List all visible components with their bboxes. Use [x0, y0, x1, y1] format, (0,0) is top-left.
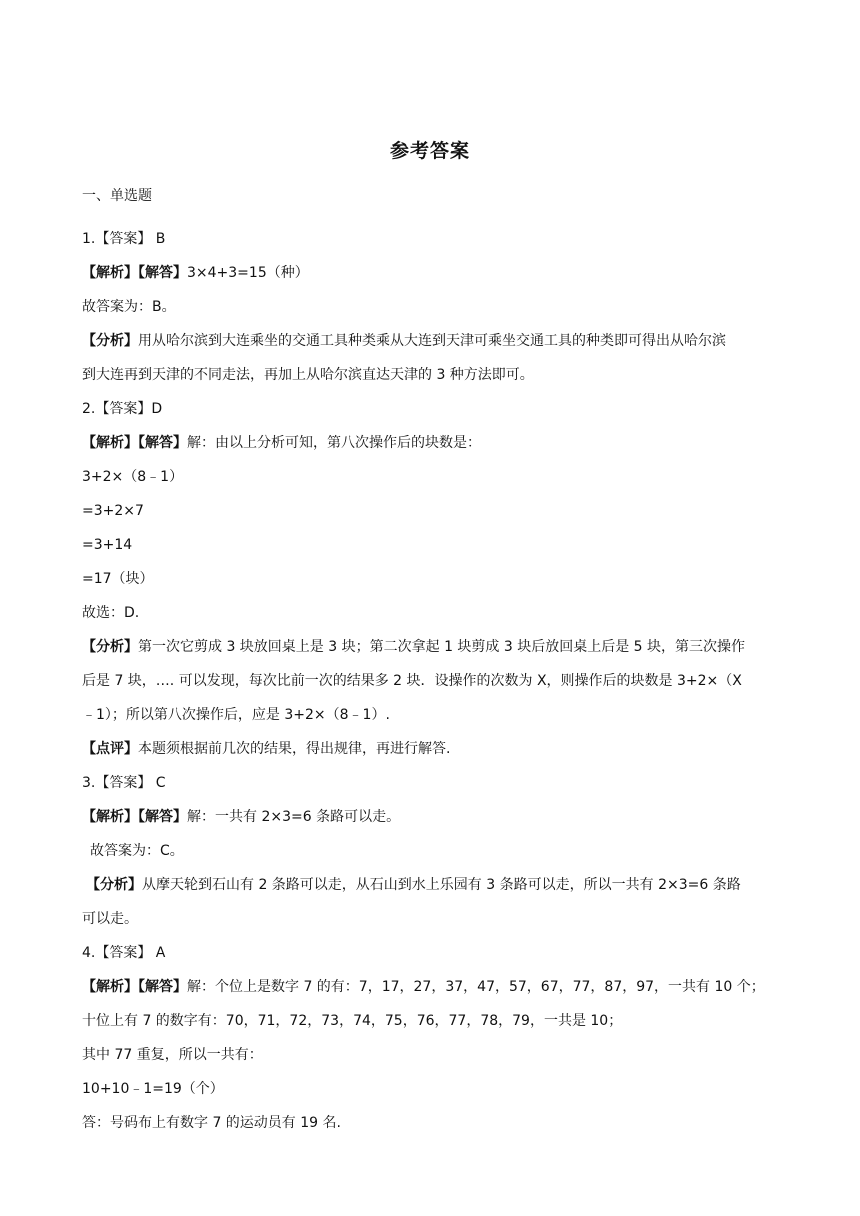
q1-text: 故答案为：B。 — [82, 299, 176, 315]
q2-line — [82, 433, 481, 453]
q2-line — [82, 569, 154, 589]
q2-line — [82, 739, 450, 759]
q4-text: 其中 77 重复，所以一共有： — [82, 1047, 263, 1063]
q2-text: =17（块） — [82, 571, 154, 587]
q3-line — [86, 875, 741, 895]
q2-line — [82, 705, 390, 725]
page-title: 参考答案 — [389, 140, 470, 162]
q3-line — [90, 841, 184, 861]
q3-tag: 【解析】【解答】 — [82, 809, 187, 825]
q3-tag: 【分析】 — [86, 877, 142, 893]
q1-text: 用从哈尔滨到大连乘坐的交通工具种类乘从大连到天津可乘坐交通工具的种类即可得出从哈尔滨 — [138, 333, 726, 349]
q2-answer: 2.【答案】D — [82, 401, 163, 417]
q3-text: 故答案为：C。 — [90, 843, 184, 859]
q2-text: 后是 7 块，…. 可以发现，每次比前一次的结果多 2 块．设操作的次数为 X，则操作后的块数是 3+2×（X — [82, 673, 742, 689]
q4-line — [82, 977, 765, 997]
q2-tag: 【点评】 — [82, 741, 138, 757]
q2-line — [82, 467, 183, 487]
q4-line — [82, 1113, 341, 1133]
q1-tag: 【分析】 — [82, 333, 138, 349]
q2-text: =3+2×7 — [82, 503, 144, 519]
q4-text: 10+10﹣1=19（个） — [82, 1081, 224, 1097]
q2-text: 故选：D. — [82, 605, 140, 621]
q2-line — [82, 501, 144, 521]
q2-line — [82, 603, 139, 623]
q4-tag: 【解析】【解答】 — [82, 979, 187, 995]
q1-line — [82, 331, 726, 351]
q4-line — [82, 1011, 622, 1031]
q3-text: 从摩天轮到石山有 2 条路可以走，从石山到水上乐园有 3 条路可以走，所以一共有 2×3=6 条路 — [142, 877, 741, 893]
q4-text: 十位上有 7 的数字有：70，71，72，73，74，75，76，77，78，79，一共是 10； — [82, 1013, 623, 1029]
q2-text: 解：由以上分析可知，第八次操作后的块数是： — [187, 435, 481, 451]
q2-text: 本题须根据前几次的结果，得出规律，再进行解答. — [138, 741, 451, 757]
q3-line — [82, 807, 400, 827]
q1-text: 3×4+3=15（种） — [187, 265, 309, 281]
section-heading: 一、单选题 — [82, 188, 152, 204]
q2-text: ﹣1）；所以第八次操作后，应是 3+2×（8﹣1）. — [82, 707, 390, 723]
q4-answer: 4.【答案】 A — [82, 945, 166, 961]
q4-text: 答：号码布上有数字 7 的运动员有 19 名. — [82, 1115, 341, 1131]
q3-line — [82, 909, 138, 929]
q2-line — [82, 671, 742, 691]
q4-text: 解：个位上是数字 7 的有：7，17，27，37，47，57，67，77，87，97，一共有 10 个； — [187, 979, 765, 995]
q2-text: 3+2×（8﹣1） — [82, 469, 184, 485]
q1-line — [82, 297, 176, 317]
q4-line — [82, 1045, 263, 1065]
q3-text: 可以走。 — [82, 911, 138, 927]
q2-tag: 【解析】【解答】 — [82, 435, 187, 451]
q1-line — [82, 263, 309, 283]
q4-line — [82, 1079, 224, 1099]
q1-text: 到大连再到天津的不同走法，再加上从哈尔滨直达天津的 3 种方法即可。 — [82, 367, 534, 383]
q2-tag: 【分析】 — [82, 639, 138, 655]
q2-text: =3+14 — [82, 537, 133, 553]
q2-text: 第一次它剪成 3 块放回桌上是 3 块；第二次拿起 1 块剪成 3 块后放回桌上后是 5 块，第三次操作 — [138, 639, 746, 655]
q1-answer: 1.【答案】 B — [82, 231, 166, 247]
q3-answer: 3.【答案】 C — [82, 775, 166, 791]
q1-line — [82, 365, 534, 385]
q1-tag: 【解析】【解答】 — [82, 265, 187, 281]
q3-text: 解：一共有 2×3=6 条路可以走。 — [187, 809, 401, 825]
q2-line — [82, 637, 745, 657]
q2-line — [82, 535, 132, 555]
